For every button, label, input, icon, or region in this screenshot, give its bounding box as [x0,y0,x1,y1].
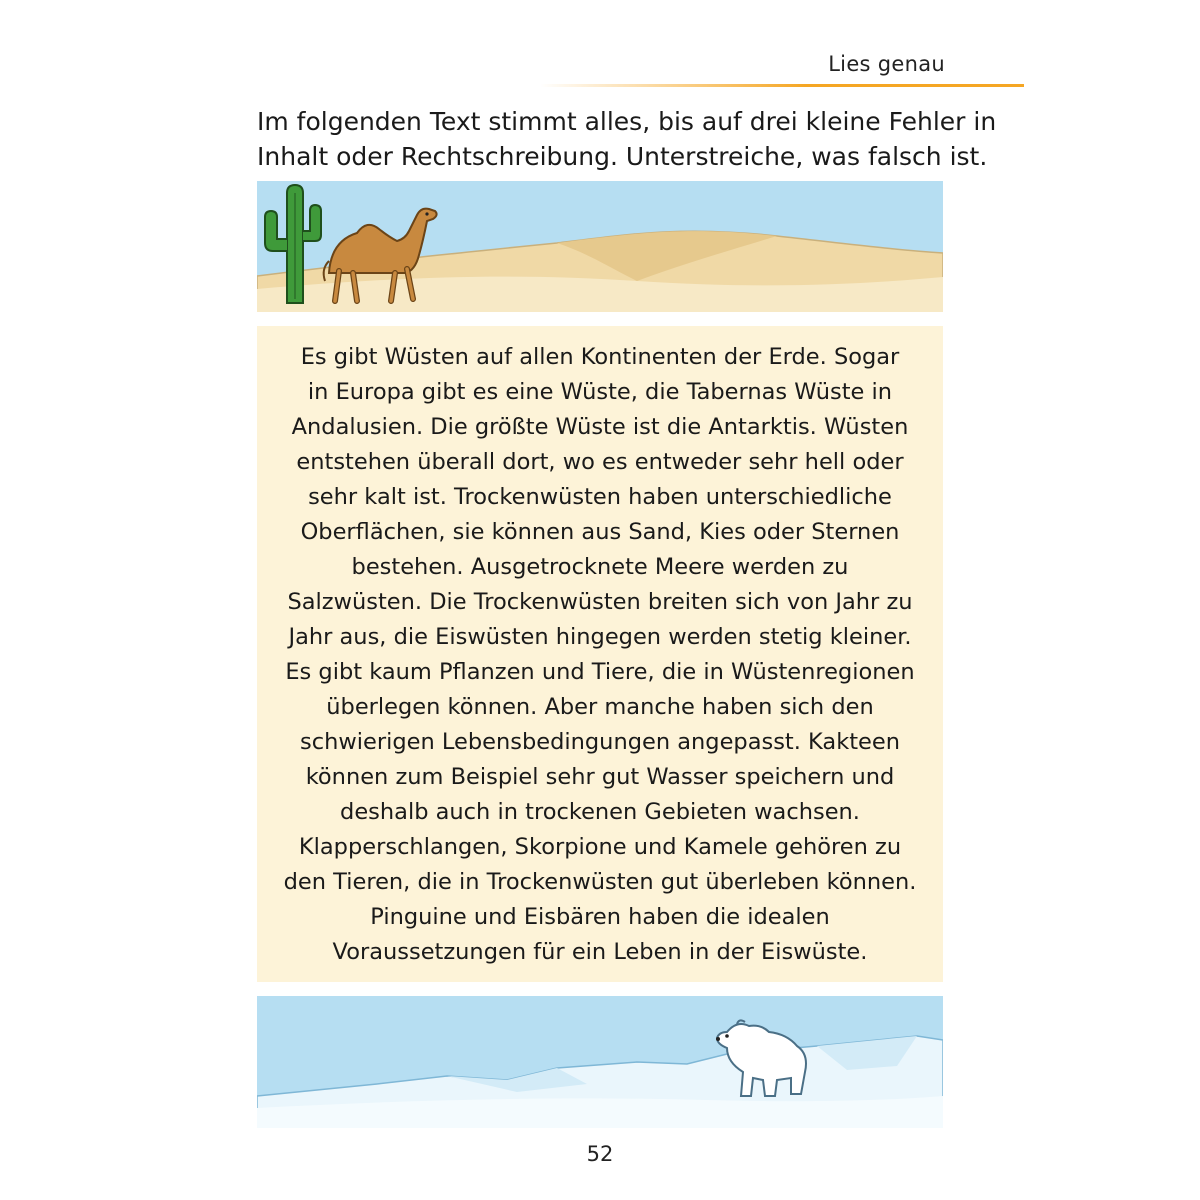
instruction-text [257,104,997,174]
text-line: entstehen überall dort, wo es entweder sehr hell oder [296,449,904,475]
text-line: Andalusien. Die größte Wüste ist die Antarktis. Wüsten [291,414,909,440]
text-box [257,326,943,982]
text-line: Es gibt kaum Pflanzen und Tiere, die in Wüstenregionen [285,659,915,685]
section-title-rule [540,84,1024,87]
text-line: in Europa gibt es eine Wüste, die Tabernas Wüste in [307,379,893,405]
text-line: Salzwüsten. Die Trockenwüsten breiten sich von Jahr zu [287,589,913,615]
text-line: Es gibt Wüsten auf allen Kontinenten der Erde. Sogar [300,344,900,370]
text-line: sehr kalt ist. Trockenwüsten haben unterschiedliche [308,484,892,510]
desert-illustration [257,181,943,312]
text-line: können zum Beispiel sehr gut Wasser speichern und [305,764,895,790]
ice-illustration [257,996,943,1128]
text-line: Klapperschlangen, Skorpione und Kamele gehören zu [298,834,902,860]
page-number: 52 [586,1142,614,1166]
text-line: schwierigen Lebensbedingungen angepasst. Kakteen [300,729,900,755]
text-line: bestehen. Ausgetrocknete Meere werden zu [351,554,849,580]
text-line: überlegen können. Aber manche haben sich den [326,694,874,720]
text-line: Jahr aus, die Eiswüsten hingegen werden stetig kleiner. [288,624,912,650]
text-line: den Tieren, die in Trockenwüsten gut überleben können. [283,869,917,895]
instruction-line: Inhalt oder Rechtschreibung. Unterstreiche, was falsch ist. [257,142,988,171]
text-line: Pinguine und Eisbären haben die idealen [370,904,830,930]
text-line: Oberflächen, sie können aus Sand, Kies oder Sternen [300,519,900,545]
instruction-line: Im folgenden Text stimmt alles, bis auf drei kleine Fehler in [257,107,997,136]
text-line: deshalb auch in trockenen Gebieten wachsen. [340,799,860,825]
section-title: Lies genau [828,52,945,76]
text-line: Voraussetzungen für ein Leben in der Eiswüste. [332,939,868,965]
